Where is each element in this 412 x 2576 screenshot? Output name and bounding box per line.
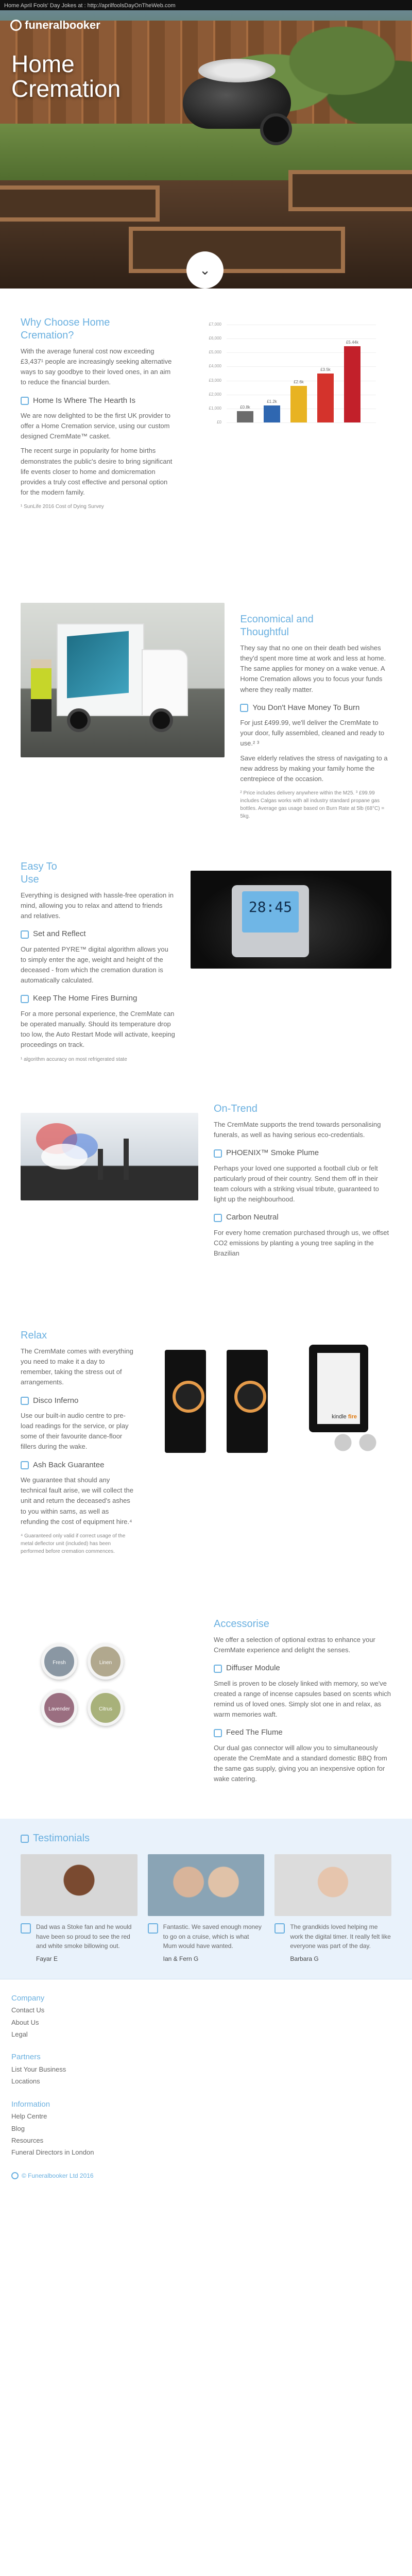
capsule-label: Lavender <box>48 1706 70 1712</box>
cremmate-device-image <box>183 77 291 129</box>
economical-heading <box>240 613 391 639</box>
ontrend-intro: The CremMate supports the trend towards personalising funerals, as well as having serious eco-credentials. <box>214 1121 381 1139</box>
chart-y-tick: £1,000 <box>209 405 221 411</box>
speaker-image <box>227 1350 268 1453</box>
relax-subheading-2 <box>21 1460 134 1471</box>
brand-name: funeralbooker <box>25 19 100 31</box>
footer-heading-company: Company <box>11 1993 45 2003</box>
capsules-image <box>21 1633 198 1747</box>
chart-bar <box>344 346 360 422</box>
accessorise-paragraph-2: Our dual gas connector will allow you to simultaneously operate the CremMate and a standard domestic BBQ from the same gas supply, giving you an inexpensive option for wake catering. <box>214 1743 387 1783</box>
testimonial-card <box>21 1854 138 1963</box>
hearth-icon <box>21 397 29 405</box>
testimonials-heading-text: Testimonials <box>33 1833 90 1844</box>
easy-heading-line2: Use <box>21 874 39 885</box>
easy-heading-line1: Easy To <box>21 861 57 872</box>
why-paragraph-1: We are now delighted to be the first UK provider to offer a Home Cremation service, using our custom designed CremMate™ casket. <box>21 412 170 440</box>
footer <box>0 1979 412 2189</box>
chimney <box>124 1139 129 1180</box>
ontrend-heading: On-Trend <box>214 1103 258 1114</box>
accessorise-subheading-1-text: Diffuser Module <box>226 1664 280 1673</box>
economical-paragraph-1: They say that no one on their death bed wishes they'd spent more time at work and less at home. The same applies for money on a wake venue. A Home Cremation allows you to focus your funds where they really matter. <box>240 644 386 693</box>
footer-link-help[interactable]: Help Centre <box>11 2112 47 2121</box>
economical-paragraph-3: Save elderly relatives the stress of navigating to a new address by making your family home the centrepiece of the occasion. <box>240 754 388 783</box>
dial-icon <box>21 930 29 939</box>
testimonial-quote: Fantastic. We saved enough money to go on a cruise, which is what Mum would have wanted. <box>163 1923 262 1950</box>
testimonial-name: Barbara G <box>290 1955 319 1962</box>
footer-link-blog[interactable]: Blog <box>11 2124 25 2132</box>
accessorise-subheading-2-text: Feed The Flume <box>226 1728 283 1737</box>
chart-bar <box>317 374 334 422</box>
speaker-icon <box>21 1397 29 1405</box>
footer-link-about[interactable]: About Us <box>11 2018 39 2026</box>
easy-section <box>0 845 412 1087</box>
capsule-label: Linen <box>99 1660 112 1666</box>
capsule <box>41 1690 77 1726</box>
chart-y-tick: £7,000 <box>209 322 221 327</box>
chart-bar <box>264 405 280 422</box>
van-livery <box>67 631 129 698</box>
testimonial-quote: Dad was a Stoke fan and he would have been so proud to see the red and white smoke billowing out. <box>36 1923 132 1950</box>
chart-y-tick: £2,000 <box>209 392 221 397</box>
relax-heading: Relax <box>21 1330 47 1341</box>
economical-heading-line2: Thoughtful <box>240 626 289 638</box>
van-cab <box>142 649 188 716</box>
easy-subheading-1 <box>21 928 175 940</box>
chart-gridline <box>227 338 376 339</box>
controller-display: 28:45 <box>242 891 299 933</box>
capsule <box>88 1643 124 1680</box>
top-strip: Home April Fools' Day Jokes at : http://aprilfoolsDayOnTheWeb.com <box>0 0 412 10</box>
capsule-label: Fresh <box>53 1660 66 1666</box>
accessories-image <box>149 1340 391 1458</box>
smoke-plume-photo <box>21 1113 198 1200</box>
fire-icon <box>21 995 29 1003</box>
funeral-cost-chart <box>206 322 376 443</box>
testimonial-name: Ian & Fern G <box>163 1955 199 1962</box>
footer-link-directors[interactable]: Funeral Directors in London <box>11 2148 94 2157</box>
accessorise-heading: Accessorise <box>214 1618 269 1630</box>
ontrend-subheading-1 <box>214 1147 391 1159</box>
scroll-down-button[interactable] <box>186 251 224 289</box>
planter-box <box>288 170 412 211</box>
why-intro: With the average funeral cost now exceeding £3,437¹ people are increasingly seeking alternative ways to say goodbye to their loved ones, in an aim to reduce the financial burden. <box>21 347 172 386</box>
accessorise-subheading-1 <box>214 1663 391 1674</box>
testimonials-section <box>0 1819 412 1979</box>
chart-y-tick: £5,000 <box>209 350 221 355</box>
why-heading <box>21 316 175 342</box>
economical-footnote: ² Price includes delivery anywhere within the M25. ³ £99.99 includes Calgas works with all industry standard propane gas bottles. Average gas usage based on Burn Rate at 5lb (68°C) = 5kg. <box>240 790 385 820</box>
ontrend-paragraph-2: For every home cremation purchased through us, we offset CO2 emissions by planting a young tree sapling in the Brazilian <box>214 1228 389 1258</box>
hero-title <box>11 52 121 101</box>
chart-data-label: £1.2k <box>267 399 277 404</box>
chart-data-label: £2.6k <box>294 380 304 385</box>
diffuser-icon <box>214 1665 222 1673</box>
smoke-puff <box>41 1144 88 1170</box>
capsule <box>41 1643 77 1680</box>
accessorise-paragraph-1: Smell is proven to be closely linked with memory, so we've created a range of incense capsules based on scents which remind us of loved ones. Simply slot one in and relax, as warm memories waft. <box>214 1679 391 1719</box>
chart-data-label: £5.44k <box>346 340 359 345</box>
easy-subheading-1-text: Set and Reflect <box>33 929 86 939</box>
capsule <box>88 1690 124 1726</box>
testimonial-photo <box>148 1854 265 1916</box>
why-subheading-text: Home Is Where The Hearth Is <box>33 396 135 405</box>
hero-title-line1: Home <box>11 50 75 77</box>
copyright-text: © Funeralbooker Ltd 2016 <box>22 2172 94 2179</box>
relax-section <box>0 1314 412 1602</box>
quote-icon <box>21 1835 29 1843</box>
economical-subheading-text: You Don't Have Money To Burn <box>252 703 360 712</box>
accessorise-intro: We offer a selection of optional extras to enhance your CremMate experience and delight the senses. <box>214 1636 375 1654</box>
footer-heading-information: Information <box>11 2099 50 2109</box>
testimonial-card <box>274 1854 391 1963</box>
footer-heading-partners: Partners <box>11 2053 41 2062</box>
ontrend-paragraph-1: Perhaps your loved one supported a football club or felt particularly proud of their country. Send them off in their team colours with a striking visual tribute, guaranteed to light up the neighbourhood. <box>214 1164 379 1204</box>
bbq-icon <box>214 1729 222 1737</box>
testimonials-heading <box>21 1832 391 1845</box>
footer-link-contact[interactable]: Contact Us <box>11 2006 45 2014</box>
economical-heading-line1: Economical and <box>240 614 314 625</box>
logo-icon <box>10 20 22 31</box>
relax-footnote: ⁴ Guaranteed only valid if correct usage of the metal deflector unit (included) has been performed before cremation commences. <box>21 1533 126 1554</box>
logo-icon <box>11 2172 19 2179</box>
capsule-label: Citrus <box>98 1706 113 1712</box>
economical-paragraph-2: For just £499.99, we'll deliver the CremMate to your door, fully assembled, cleaned and ready to use.² ³ <box>240 719 385 748</box>
planter-box <box>129 227 345 273</box>
delivery-worker <box>31 659 52 732</box>
kindle-label-word2: fire <box>348 1413 357 1420</box>
footer-link-legal[interactable]: Legal <box>11 2030 28 2039</box>
why-heading-line2: Cremation? <box>21 330 74 341</box>
easy-paragraph-1: Our patented PYRE™ digital algorithm allows you to simply enter the age, weight and height of the deceased - from which the cremation duration is automatically calculated. <box>21 945 168 985</box>
footer-link-resources[interactable]: Resources <box>11 2137 44 2145</box>
kindle-label <box>332 1413 357 1421</box>
economical-subheading <box>240 702 391 714</box>
economical-section <box>0 577 412 845</box>
easy-intro: Everything is designed with hassle-free operation in mind, allowing you to relax and attend to friends and relatives. <box>21 891 174 920</box>
plume-icon <box>214 1149 222 1158</box>
quote-icon <box>148 1923 158 1934</box>
hero <box>0 0 412 289</box>
chart-y-tick: £3,000 <box>209 378 221 383</box>
chart-data-label: £0.8k <box>240 405 250 410</box>
ontrend-subheading-2-text: Carbon Neutral <box>226 1213 279 1222</box>
easy-footnote: ¹ algorithm accuracy on most refrigerated state <box>21 1056 127 1062</box>
why-section <box>0 289 412 577</box>
chart-y-tick: £4,000 <box>209 364 221 369</box>
chart-y-tick: £0 <box>217 420 221 425</box>
testimonial-photo <box>21 1854 138 1916</box>
speaker-image <box>165 1350 206 1453</box>
earbuds-image <box>324 1427 386 1458</box>
chart-data-label: £3.5k <box>320 367 331 372</box>
relax-paragraph-1: Use our built-in audio centre to pre-load readings for the service, or play some of their favourite dance-floor fillers during the wake. <box>21 1412 129 1451</box>
relax-subheading-1 <box>21 1395 134 1407</box>
why-subheading <box>21 395 175 407</box>
footer-link-locations[interactable]: Locations <box>11 2077 40 2086</box>
guarantee-icon <box>21 1461 29 1469</box>
quote-icon <box>21 1923 31 1934</box>
leaf-icon <box>214 1214 222 1222</box>
chart-bar <box>290 386 307 422</box>
ontrend-section <box>0 1087 412 1314</box>
money-icon <box>240 704 248 712</box>
controller-photo <box>191 871 391 969</box>
testimonial-photo <box>274 1854 391 1916</box>
chimney <box>98 1149 103 1180</box>
chart-bar <box>237 411 253 422</box>
relax-subheading-1-text: Disco Inferno <box>33 1396 79 1405</box>
van-wheel <box>149 708 173 732</box>
ontrend-subheading-1-text: PHOENIX™ Smoke Plume <box>226 1148 319 1158</box>
easy-subheading-2 <box>21 993 175 1005</box>
easy-subheading-2-text: Keep The Home Fires Burning <box>33 994 138 1003</box>
ontrend-subheading-2 <box>214 1212 391 1224</box>
why-heading-line1: Why Choose Home <box>21 317 110 328</box>
relax-intro: The CremMate comes with everything you need to make it a day to remember, taking the stress out of arrangements. <box>21 1347 133 1386</box>
relax-paragraph-2: We guarantee that should any technical fault arise, we will collect the unit and return the deceased's ashes to you within sams, as well as refunding the cost of equipment hire.⁴ <box>21 1476 133 1526</box>
accessorise-subheading-2 <box>214 1727 391 1739</box>
testimonial-quote: The grandkids loved helping me work the digital timer. It really felt like everyone was part of the day. <box>290 1923 391 1950</box>
copyright <box>11 2171 401 2180</box>
accessorise-section <box>0 1602 412 1819</box>
quote-icon <box>274 1923 285 1934</box>
easy-heading <box>21 860 175 886</box>
easy-paragraph-2: For a more personal experience, the CremMate can be operated manually. Should its temperature drop too low, the Auto Restart Mode will activate, keeping proceedings on track. <box>21 1009 175 1049</box>
delivery-van-photo <box>21 603 225 757</box>
brand-logo[interactable] <box>10 16 100 33</box>
why-footnote: ¹ SunLife 2016 Cost of Dying Survey <box>21 504 104 510</box>
kindle-label-word1: kindle <box>332 1413 347 1420</box>
chart-y-tick: £6,000 <box>209 336 221 341</box>
testimonial-card <box>148 1854 265 1963</box>
footer-link-list-business[interactable]: List Your Business <box>11 2065 66 2073</box>
chevron-down-icon: ⌄ <box>199 262 211 278</box>
kindle-image <box>309 1345 368 1432</box>
chart-gridline <box>227 422 376 423</box>
relax-subheading-2-text: Ash Back Guarantee <box>33 1460 105 1469</box>
hero-title-line2: Cremation <box>11 75 121 103</box>
van-wheel <box>67 708 91 732</box>
testimonial-name: Fayar E <box>36 1955 58 1962</box>
why-paragraph-2: The recent surge in popularity for home births demonstrates the public's desire to bring significant life events closer to home and domicremation provides a truly cost effective and personal option for the modern family. <box>21 447 173 497</box>
planter-box <box>0 185 160 222</box>
